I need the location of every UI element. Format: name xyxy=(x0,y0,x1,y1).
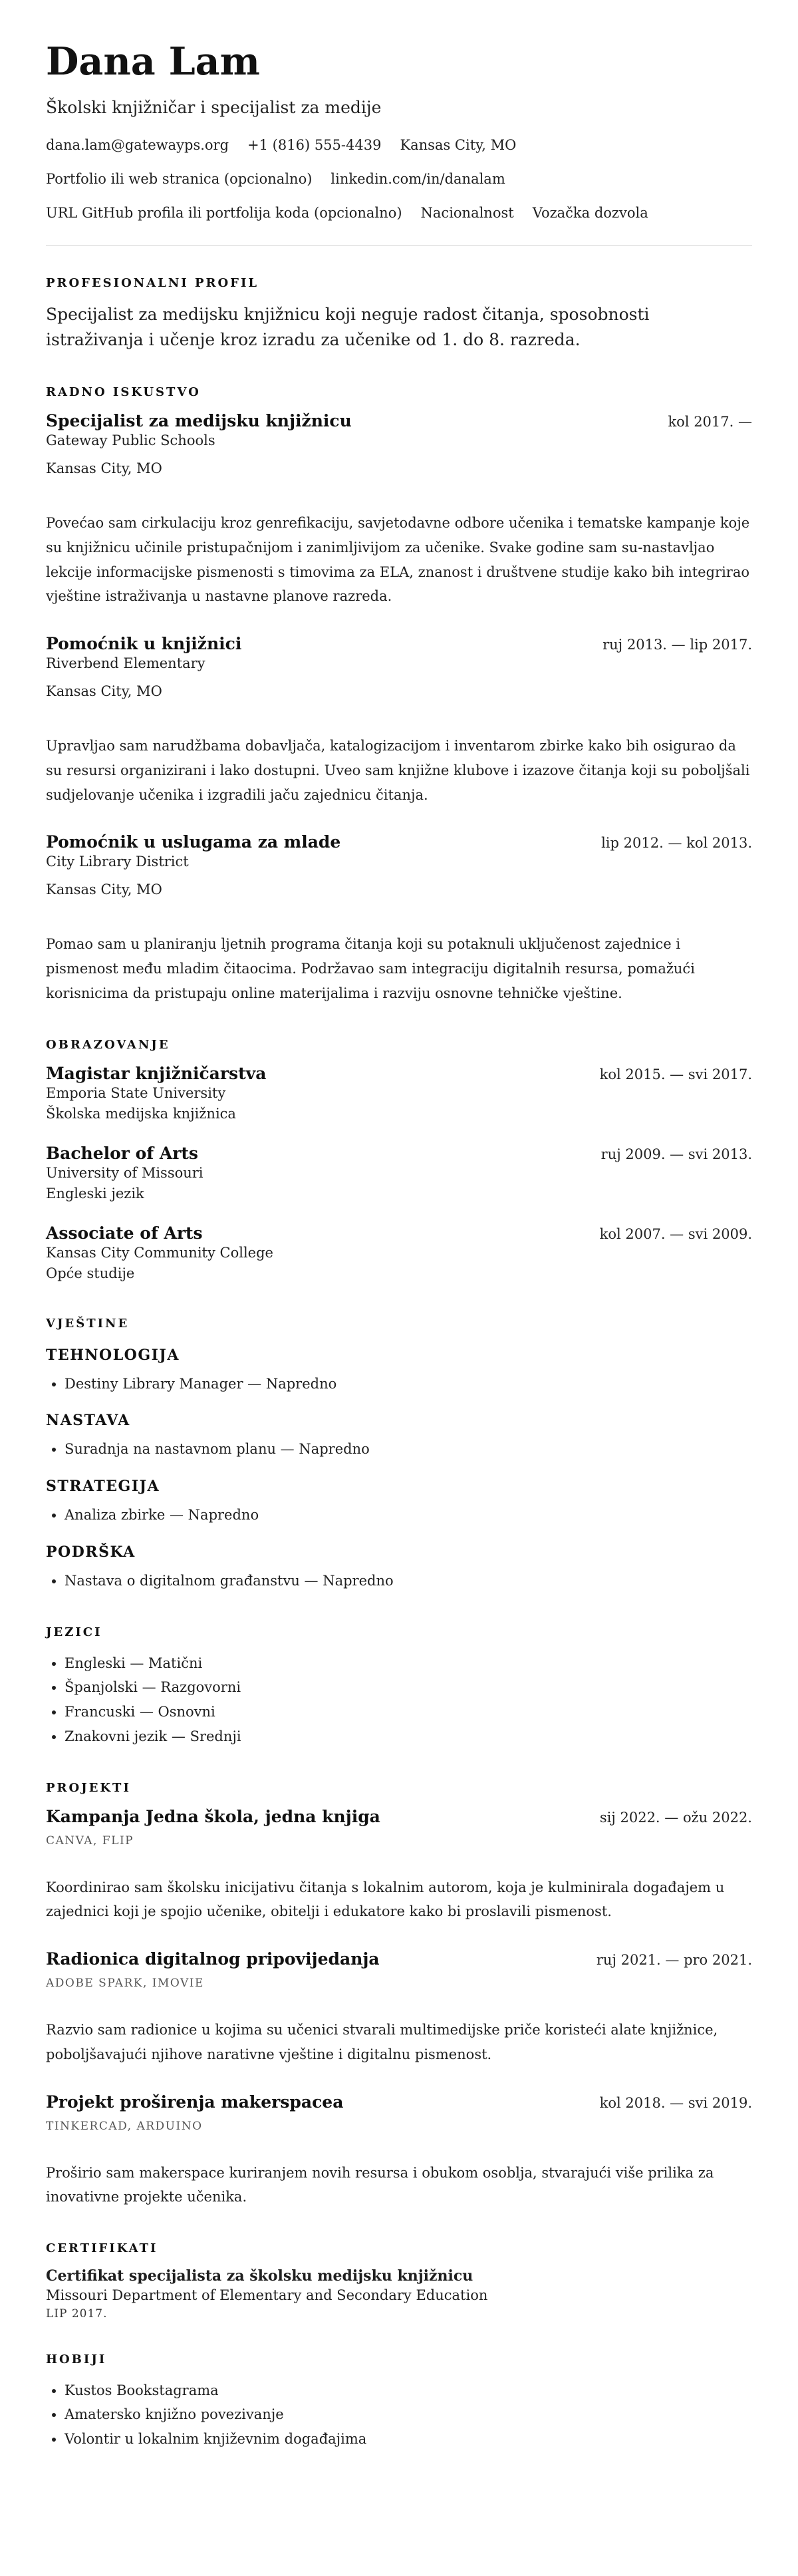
projects-section xyxy=(46,1781,752,2210)
certificate-issuer: Missouri Department of Elementary and Secondary Education xyxy=(46,2287,488,2304)
project-description: Razvio sam radionice u kojima su učenici stvarali multimedijske priče koristeći alate knjižnice, poboljšavajući njihove narativne vještine i digitalnu pismenost. xyxy=(46,2022,718,2062)
experience-section xyxy=(46,385,752,1006)
job-role: Pomoćnik u knjižnici xyxy=(46,634,242,654)
skill-item: • Destiny Library Manager — Napredno xyxy=(65,1372,752,1396)
experience-entry xyxy=(46,634,752,807)
hobbies-list xyxy=(46,2378,752,2452)
language-item: • Engleski — Matični xyxy=(65,1651,752,1676)
entry-header xyxy=(46,411,752,430)
drivers-license: Vozačka dozvola xyxy=(532,205,648,222)
section-title: PROFESIONALNI PROFIL xyxy=(46,275,259,290)
hobby-item: • Kustos Bookstagrama xyxy=(65,2378,752,2403)
profile-summary: Specijalist za medijsku knjižnicu koji neguje radost čitanja, sposobnosti istraživanja i učenje kroz izradu za učenike od 1. do 8. razreda. xyxy=(46,304,650,350)
skill-item: • Nastava o digitalnom građanstvu — Napredno xyxy=(65,1569,752,1593)
education-dates: kol 2007. — svi 2009. xyxy=(599,1225,752,1242)
section-title: VJEŠTINE xyxy=(46,1316,130,1331)
github-link[interactable]: URL GitHub profila ili portfolija koda (opcionalno) xyxy=(46,205,402,222)
contact-row-1 xyxy=(46,137,752,154)
skill-item: • Suradnja na nastavnom planu — Napredno xyxy=(65,1437,752,1462)
location: Kansas City, MO xyxy=(400,137,517,153)
project-dates: ruj 2021. — pro 2021. xyxy=(596,1952,752,1969)
certificate-date: LIP 2017. xyxy=(46,2307,108,2321)
project-tools: ADOBE SPARK, IMOVIE xyxy=(46,1977,204,1991)
project-description: Koordinirao sam školsku inicijativu čitanja s lokalnim autorom, koja je kulminirala događajem u zajednici koji je spojio učenike, obitelji i edukatore kako bi proslavili pismenost. xyxy=(46,1879,725,1920)
section-title: HOBIJI xyxy=(46,2352,107,2366)
job-title: Školski knjižničar i specijalist za medije xyxy=(46,98,382,117)
entry-header xyxy=(46,1807,752,1826)
hobbies-section xyxy=(46,2352,752,2452)
job-location: Kansas City, MO xyxy=(46,460,162,476)
entry-header xyxy=(46,1223,752,1243)
employer: Gateway Public Schools xyxy=(46,432,215,449)
project-description: Proširio sam makerspace kuriranjem novih resursa i obukom osoblja, stvarajući više prilika za inovativne projekte učenika. xyxy=(46,2164,714,2205)
skill-item: • Analiza zbirke — Napredno xyxy=(65,1503,752,1528)
job-role: Pomoćnik u uslugama za mlade xyxy=(46,832,341,852)
degree: Associate of Arts xyxy=(46,1223,203,1243)
school: Kansas City Community College xyxy=(46,1244,273,1261)
section-title: JEZICI xyxy=(46,1625,102,1639)
entry-header xyxy=(46,832,752,852)
skill-category: STRATEGIJA xyxy=(46,1478,160,1496)
project-entry xyxy=(46,1949,752,2067)
certificate-entry xyxy=(46,2267,752,2321)
experience-entry xyxy=(46,832,752,1005)
skill-list xyxy=(46,1437,752,1462)
degree: Bachelor of Arts xyxy=(46,1143,199,1163)
education-entry xyxy=(46,1064,752,1125)
entry-header xyxy=(46,1064,752,1083)
job-role: Specijalist za medijsku knjižnicu xyxy=(46,411,352,431)
skill-category: NASTAVA xyxy=(46,1412,130,1430)
certificates-section xyxy=(46,2241,752,2321)
entry-header xyxy=(46,2092,752,2112)
job-dates: ruj 2013. — lip 2017. xyxy=(602,637,752,653)
project-dates: kol 2018. — svi 2019. xyxy=(599,2094,752,2111)
project-name: Kampanja Jedna škola, jedna knjiga xyxy=(46,1806,380,1826)
skill-category: PODRŠKA xyxy=(46,1543,136,1561)
linkedin-link[interactable]: linkedin.com/in/danalam xyxy=(331,171,505,188)
field-of-study: Opće studije xyxy=(46,1265,135,1282)
education-entry xyxy=(46,1144,752,1205)
skill-category: TEHNOLOGIJA xyxy=(46,1346,180,1364)
experience-entry xyxy=(46,411,752,609)
entry-header xyxy=(46,1144,752,1163)
job-location: Kansas City, MO xyxy=(46,683,162,699)
education-dates: ruj 2009. — svi 2013. xyxy=(600,1146,752,1162)
job-dates: lip 2012. — kol 2013. xyxy=(601,835,752,852)
job-description: Pomao sam u planiranju ljetnih programa čitanja koji su potaknuli uključenost zajednice i pismenost među mladim čitaocima. Podržavao sam integraciju digitalnih resursa, pomažući korisnicima da pristupaju online materijalima i razviju osnovne tehničke vještine. xyxy=(46,936,695,1001)
school: University of Missouri xyxy=(46,1164,203,1181)
profile-section xyxy=(46,276,752,354)
field-of-study: Engleski jezik xyxy=(46,1186,144,1202)
degree: Magistar knjižničarstva xyxy=(46,1063,267,1083)
field-of-study: Školska medijska knjižnica xyxy=(46,1106,236,1122)
hobby-item: • Volontir u lokalnim književnim događajima xyxy=(65,2427,752,2452)
job-location: Kansas City, MO xyxy=(46,881,162,897)
language-item: • Francuski — Osnovni xyxy=(65,1700,752,1724)
entry-header xyxy=(46,1949,752,1969)
education-dates: kol 2015. — svi 2017. xyxy=(599,1066,752,1082)
project-name: Radionica digitalnog pripovijedanja xyxy=(46,1949,380,1969)
resume-header xyxy=(46,39,752,222)
project-tools: CANVA, FLIP xyxy=(46,1834,134,1848)
skill-list xyxy=(46,1569,752,1593)
employer: City Library District xyxy=(46,854,189,870)
education-entry xyxy=(46,1223,752,1285)
project-entry xyxy=(46,2092,752,2210)
contact-row-3 xyxy=(46,205,752,222)
email[interactable]: dana.lam@gatewayps.org xyxy=(46,137,229,153)
school: Emporia State University xyxy=(46,1084,226,1101)
section-title: OBRAZOVANJE xyxy=(46,1037,170,1052)
education-section xyxy=(46,1038,752,1285)
person-name: Dana Lam xyxy=(46,39,260,84)
language-item: • Španjolski — Razgovorni xyxy=(65,1675,752,1700)
language-item: • Znakovni jezik — Srednji xyxy=(65,1724,752,1749)
project-name: Projekt proširenja makerspacea xyxy=(46,2092,344,2112)
contact-row-2 xyxy=(46,171,752,188)
languages-section xyxy=(46,1625,752,1749)
section-title: CERTIFIKATI xyxy=(46,2241,158,2256)
skill-list xyxy=(46,1372,752,1396)
employer: Riverbend Elementary xyxy=(46,655,205,672)
phone[interactable]: +1 (816) 555-4439 xyxy=(247,137,382,153)
languages-list xyxy=(46,1651,752,1749)
job-description: Povećao sam cirkulaciju kroz genrefikaciju, savjetodavne odbore učenika i tematske kampanje koje su knjižnicu učinile pristupačnijom i zanimljivijom za učenike. Svake godine sam su-nastavljao lekcije informacijske pismenosti s timovima za ELA, znanost i društvene studije kako bih integrirao vještine istraživanja u nastavne planove razreda. xyxy=(46,515,750,605)
project-tools: TINKERCAD, ARDUINO xyxy=(46,2119,203,2133)
job-dates: kol 2017. — xyxy=(668,414,752,430)
skills-section xyxy=(46,1317,752,1593)
section-title: PROJEKTI xyxy=(46,1780,131,1795)
job-description: Upravljao sam narudžbama dobavljača, katalogizacijom i inventarom zbirke kako bih osigurao da su resursi organizirani i lako dostupni. Uveo sam knjižne klubove i izazove čitanja koji su poboljšali sudjelovanje učenika i izgradili jaču zajednicu čitanja. xyxy=(46,738,750,803)
project-entry xyxy=(46,1807,752,1925)
portfolio-link[interactable]: Portfolio ili web stranica (opcionalno) xyxy=(46,171,313,188)
entry-header xyxy=(46,634,752,653)
section-title: RADNO ISKUSTVO xyxy=(46,385,201,400)
skill-list xyxy=(46,1503,752,1528)
nationality: Nacionalnost xyxy=(420,205,514,222)
certificate-name: Certifikat specijalista za školsku medijsku knjižnicu xyxy=(46,2267,473,2285)
project-dates: sij 2022. — ožu 2022. xyxy=(599,1809,752,1826)
hobby-item: • Amatersko knjižno povezivanje xyxy=(65,2402,752,2427)
